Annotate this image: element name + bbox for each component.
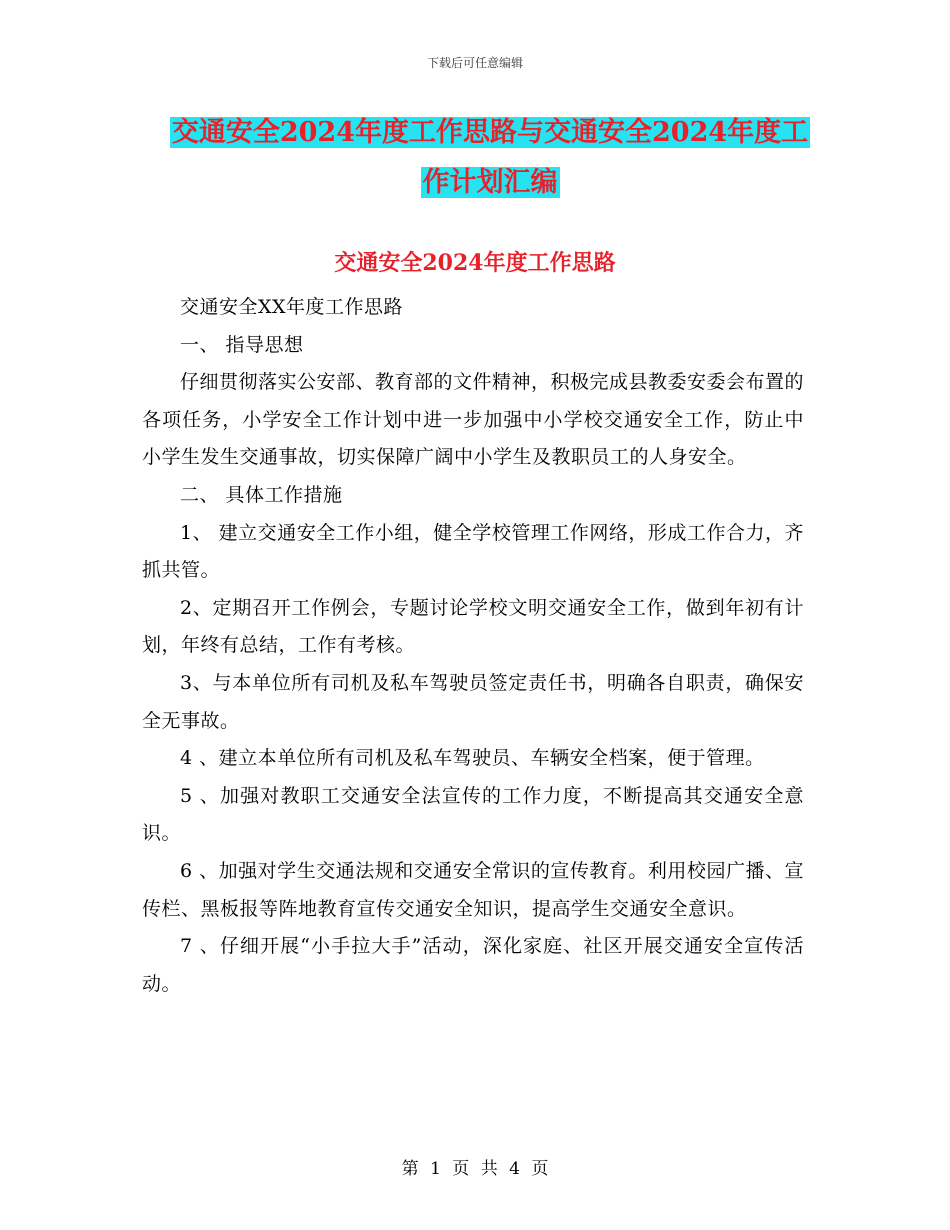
paragraph: 仔细贯彻落实公安部、教育部的文件精神，积极完成县教委安委会布置的各项任务，小学安全工作计划中进一步加强中小学校交通安全工作，防止中小学生发生交通事故，切实保障广阔中小学生及教职员工的人身安全。 <box>142 371 805 469</box>
paragraph: 5 、加强对教职工交通安全法宣传的工作力度，不断提高其交通安全意识。 <box>142 784 804 845</box>
paragraph: 交通安全XX年度工作思路 <box>180 296 404 318</box>
paragraph: 4 、建立本单位所有司机及私车驾驶员、车辆安全档案，便于管理。 <box>180 747 765 770</box>
paragraph: 一、 指导思想 <box>180 333 304 356</box>
document-body <box>142 289 804 1003</box>
section-title: 交通安全2024年度工作思路 <box>334 250 616 276</box>
document-title <box>140 108 840 208</box>
paragraph: 3、与本单位所有司机及私车驾驶员签定责任书，明确各自职责，确保安全无事故。 <box>142 671 804 732</box>
paragraph: 7 、仔细开展“小手拉大手”活动，深化家庭、社区开展交通安全宣传活动。 <box>142 935 804 995</box>
document-title-line-2: 作计划汇编 <box>422 167 558 198</box>
paragraph: 2、定期召开工作例会，专题讨论学校文明交通安全工作，做到年初有计划，年终有总结，工作有考核。 <box>142 596 804 657</box>
paragraph: 6 、加强对学生交通法规和交通安全常识的宣传教育。利用校园广播、宣传栏、黑板报等阵地教育宣传交通安全知识，提高学生交通安全意识。 <box>142 859 804 920</box>
paragraph: 二、 具体工作措施 <box>180 483 343 506</box>
document-title-line-1: 交通安全2024年度工作思路与交通安全2024年度工 <box>171 117 809 148</box>
paragraph: 1、 建立交通安全工作小组，健全学校管理工作网络，形成工作合力，齐抓共管。 <box>142 521 804 582</box>
page-number: 第 1 页 共 4 页 <box>401 1159 549 1179</box>
page-header-note: 下载后可任意编辑 <box>426 56 523 70</box>
